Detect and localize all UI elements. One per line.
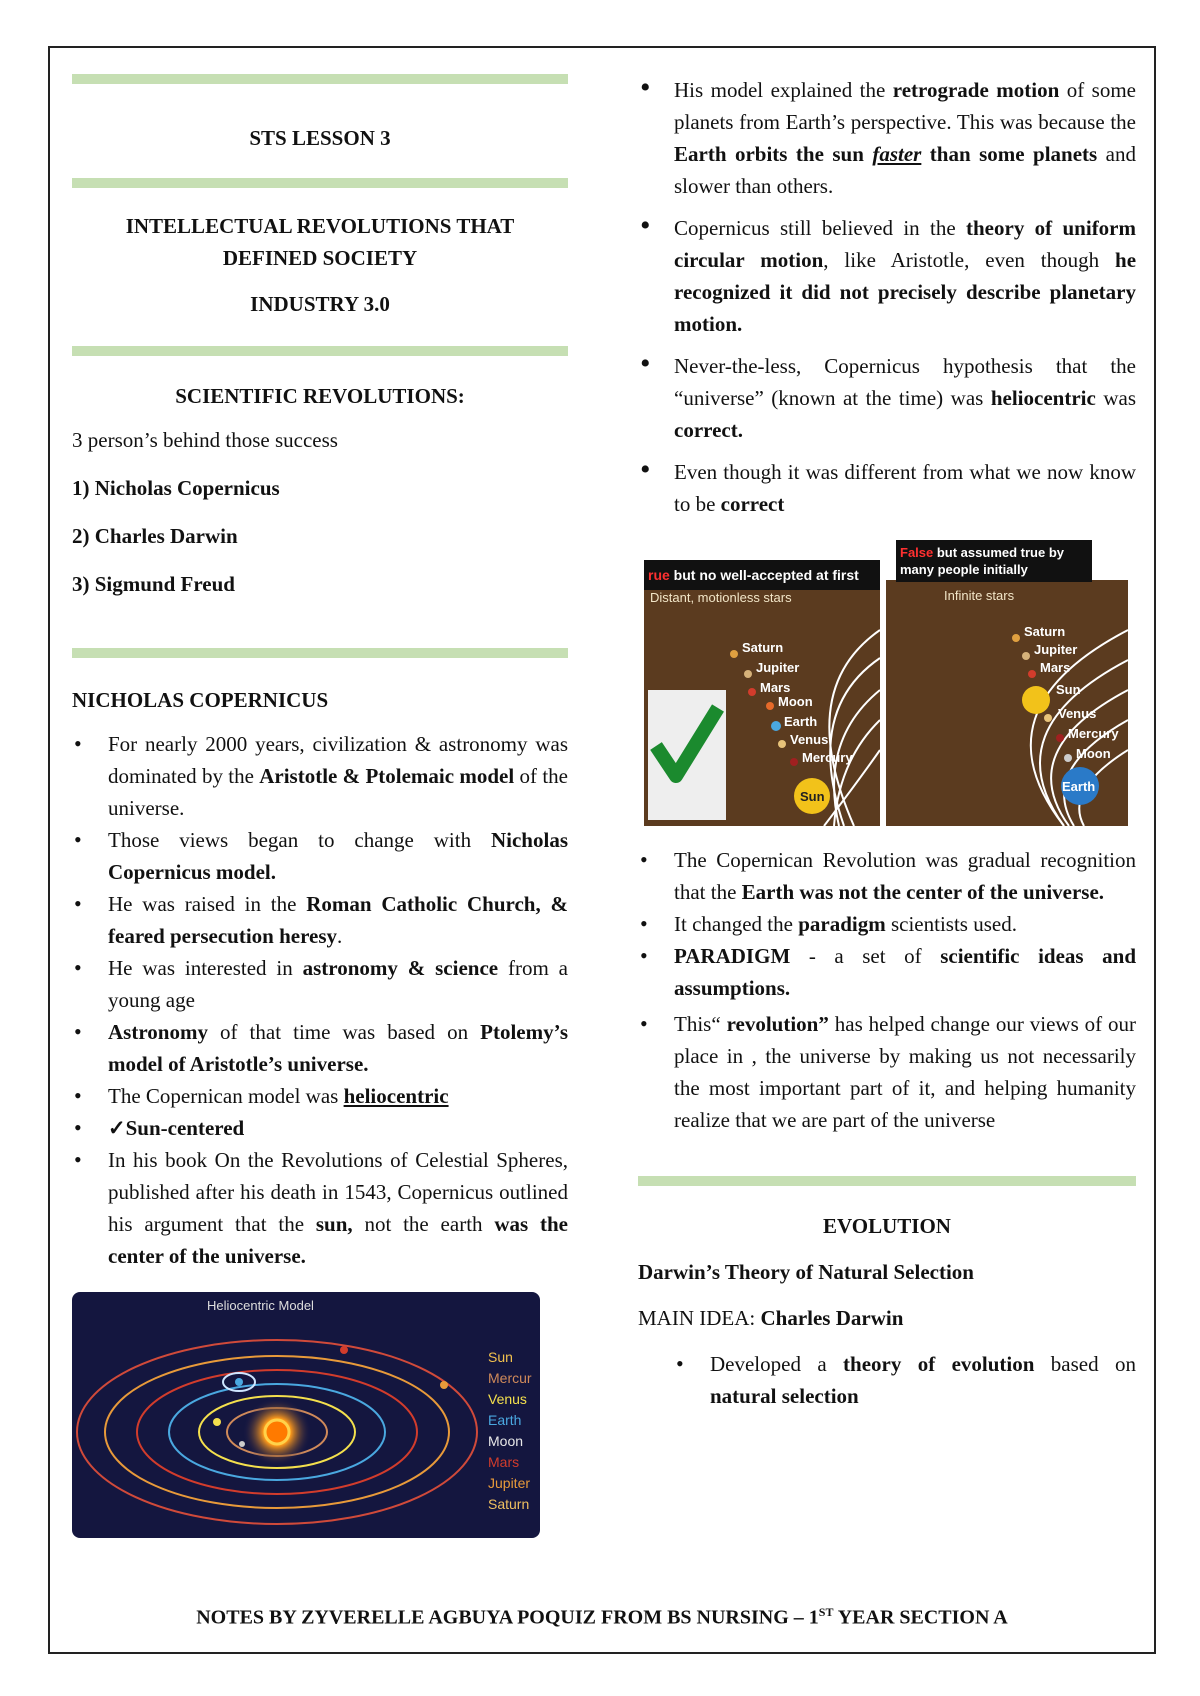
evolution-list [674,1348,1136,1412]
divider-bar [72,648,568,658]
legend-earth: Earth [488,1412,522,1428]
copernicus-heading: NICHOLAS COPERNICUS [72,688,329,712]
list-item: • He was interested in astronomy & science from a young age [72,952,568,1016]
darwin-theory: Darwin’s Theory of Natural Selection [638,1260,974,1284]
list-item: • Astronomy of that time was based on Ptolemy’s model of Aristotle’s universe. [72,1016,568,1080]
subtitle: INDUSTRY 3.0 [250,292,390,316]
list-item: • For nearly 2000 years, civilization & astronomy was dominated by the Aristotle & Ptolemaic model of the universe. [72,728,568,824]
list-item: • The Copernican Revolution was gradual recognition that the Earth was not the center of the universe. [638,844,1136,908]
lesson-title: STS LESSON 3 [249,126,391,150]
planet-label: Venus [1058,706,1097,721]
legend-saturn: Saturn [488,1496,530,1512]
planet-label: Mercury [802,750,853,765]
planet-label: Moon [1076,746,1111,761]
planet-label: Earth [784,714,818,729]
list-item: • Those views began to change with Nicholas Copernicus model. [72,824,568,888]
list-item: • It changed the paradigm scientists used. [638,908,1136,940]
image-title: Heliocentric Model [207,1298,314,1313]
revolution-list [638,844,1136,1136]
legend-sun: Sun [488,1349,513,1365]
main-idea: MAIN IDEA: Charles Darwin [638,1306,904,1330]
divider-bar [72,74,568,84]
list-item: • ✓Sun-centered [72,1112,568,1144]
list-item: • Never-the-less, Copernicus hypothesis that the “universe” (known at the time) was heliocentric was correct. [638,350,1136,446]
list-item: • In his book On the Revolutions of Celestial Spheres, published after his death in 1543, Copernicus outlined his argument that the sun, not the earth was the center of the universe. [72,1144,568,1272]
planet-label: Saturn [1024,624,1066,639]
right-label-red: False [900,545,934,560]
left-column [72,74,568,1538]
planet-label: Venus [790,732,829,747]
right-column [638,74,1136,1412]
list-item: • Copernicus still believed in the theory of uniform circular motion, like Aristotle, even though he recognized it did not precisely describe planetary motion. [638,212,1136,340]
planet-label: Mercury [1068,726,1119,741]
list-item: • This“ revolution” has helped change our views of our place in , the universe by making us not necessarily the most important part of it, and helping humanity realize that we are part of the universe [638,1008,1136,1136]
main-title: INTELLECTUAL REVOLUTIONS THAT DEFINED SOCIETY [125,214,515,270]
divider-bar [72,178,568,188]
sci-rev-heading: SCIENTIFIC REVOLUTIONS: [175,384,465,408]
person-3: 3) Sigmund Freud [72,572,235,596]
evolution-heading: EVOLUTION [823,1214,951,1238]
left-subtitle: Distant, motionless stars [650,590,792,605]
legend-jupiter: Jupiter [488,1475,531,1491]
heliocentric-model-image [72,1292,540,1538]
planet-label: Jupiter [1034,642,1078,657]
right-subtitle: Infinite stars [944,588,1015,603]
list-item: • He was raised in the Roman Catholic Church, & feared persecution heresy. [72,888,568,952]
svg-text:False but assumed true by [900,545,1065,560]
right-label-line2: many people initially [900,562,1028,577]
footer-credit: NOTES BY ZYVERELLE AGBUYA POQUIZ FROM BS NURSING – 1ST YEAR SECTION A [196,1605,1008,1629]
list-item: • PARADIGM - a set of scientific ideas and assumptions. [638,940,1136,1004]
legend-venus: Venus [488,1391,527,1407]
list-item: • Developed a theory of evolution based on natural selection [674,1348,1136,1412]
copernicus-list [72,728,568,1272]
planet-label: Moon [778,694,813,709]
legend-mars: Mars [488,1454,520,1470]
model-comparison-image [644,540,1128,826]
divider-bar [72,346,568,356]
svg-text:rue but no well-accepted at fi [648,567,859,583]
list-item: • His model explained the retrograde motion of some planets from Earth’s perspective. This was because the Earth orbits the sun faster than some planets and slower than others. [638,74,1136,202]
legend-moon: Moon [488,1433,524,1449]
planet-label: Earth [1062,779,1096,794]
planet-label: Mars [760,680,791,695]
planet-label: Sun [1056,682,1081,697]
legend-mercury: Mercur [488,1370,532,1386]
person-2: 2) Charles Darwin [72,524,238,548]
right-label: but assumed true by [933,545,1064,560]
sci-rev-intro: 3 person’s behind those success [72,428,338,452]
list-item: • The Copernican model was heliocentric [72,1080,568,1112]
left-label-red: rue [648,567,670,583]
planet-label: Jupiter [756,660,800,675]
planet-label: Mars [1040,660,1071,675]
planet-label: Sun [800,789,825,804]
list-item: • Even though it was different from what we now know to be correct [638,456,1136,520]
planet-label: Saturn [742,640,784,655]
left-label: but no well-accepted at first [669,567,859,583]
copernicus-model-list [638,74,1136,520]
person-1: 1) Nicholas Copernicus [72,476,280,500]
divider-bar [638,1176,1136,1186]
